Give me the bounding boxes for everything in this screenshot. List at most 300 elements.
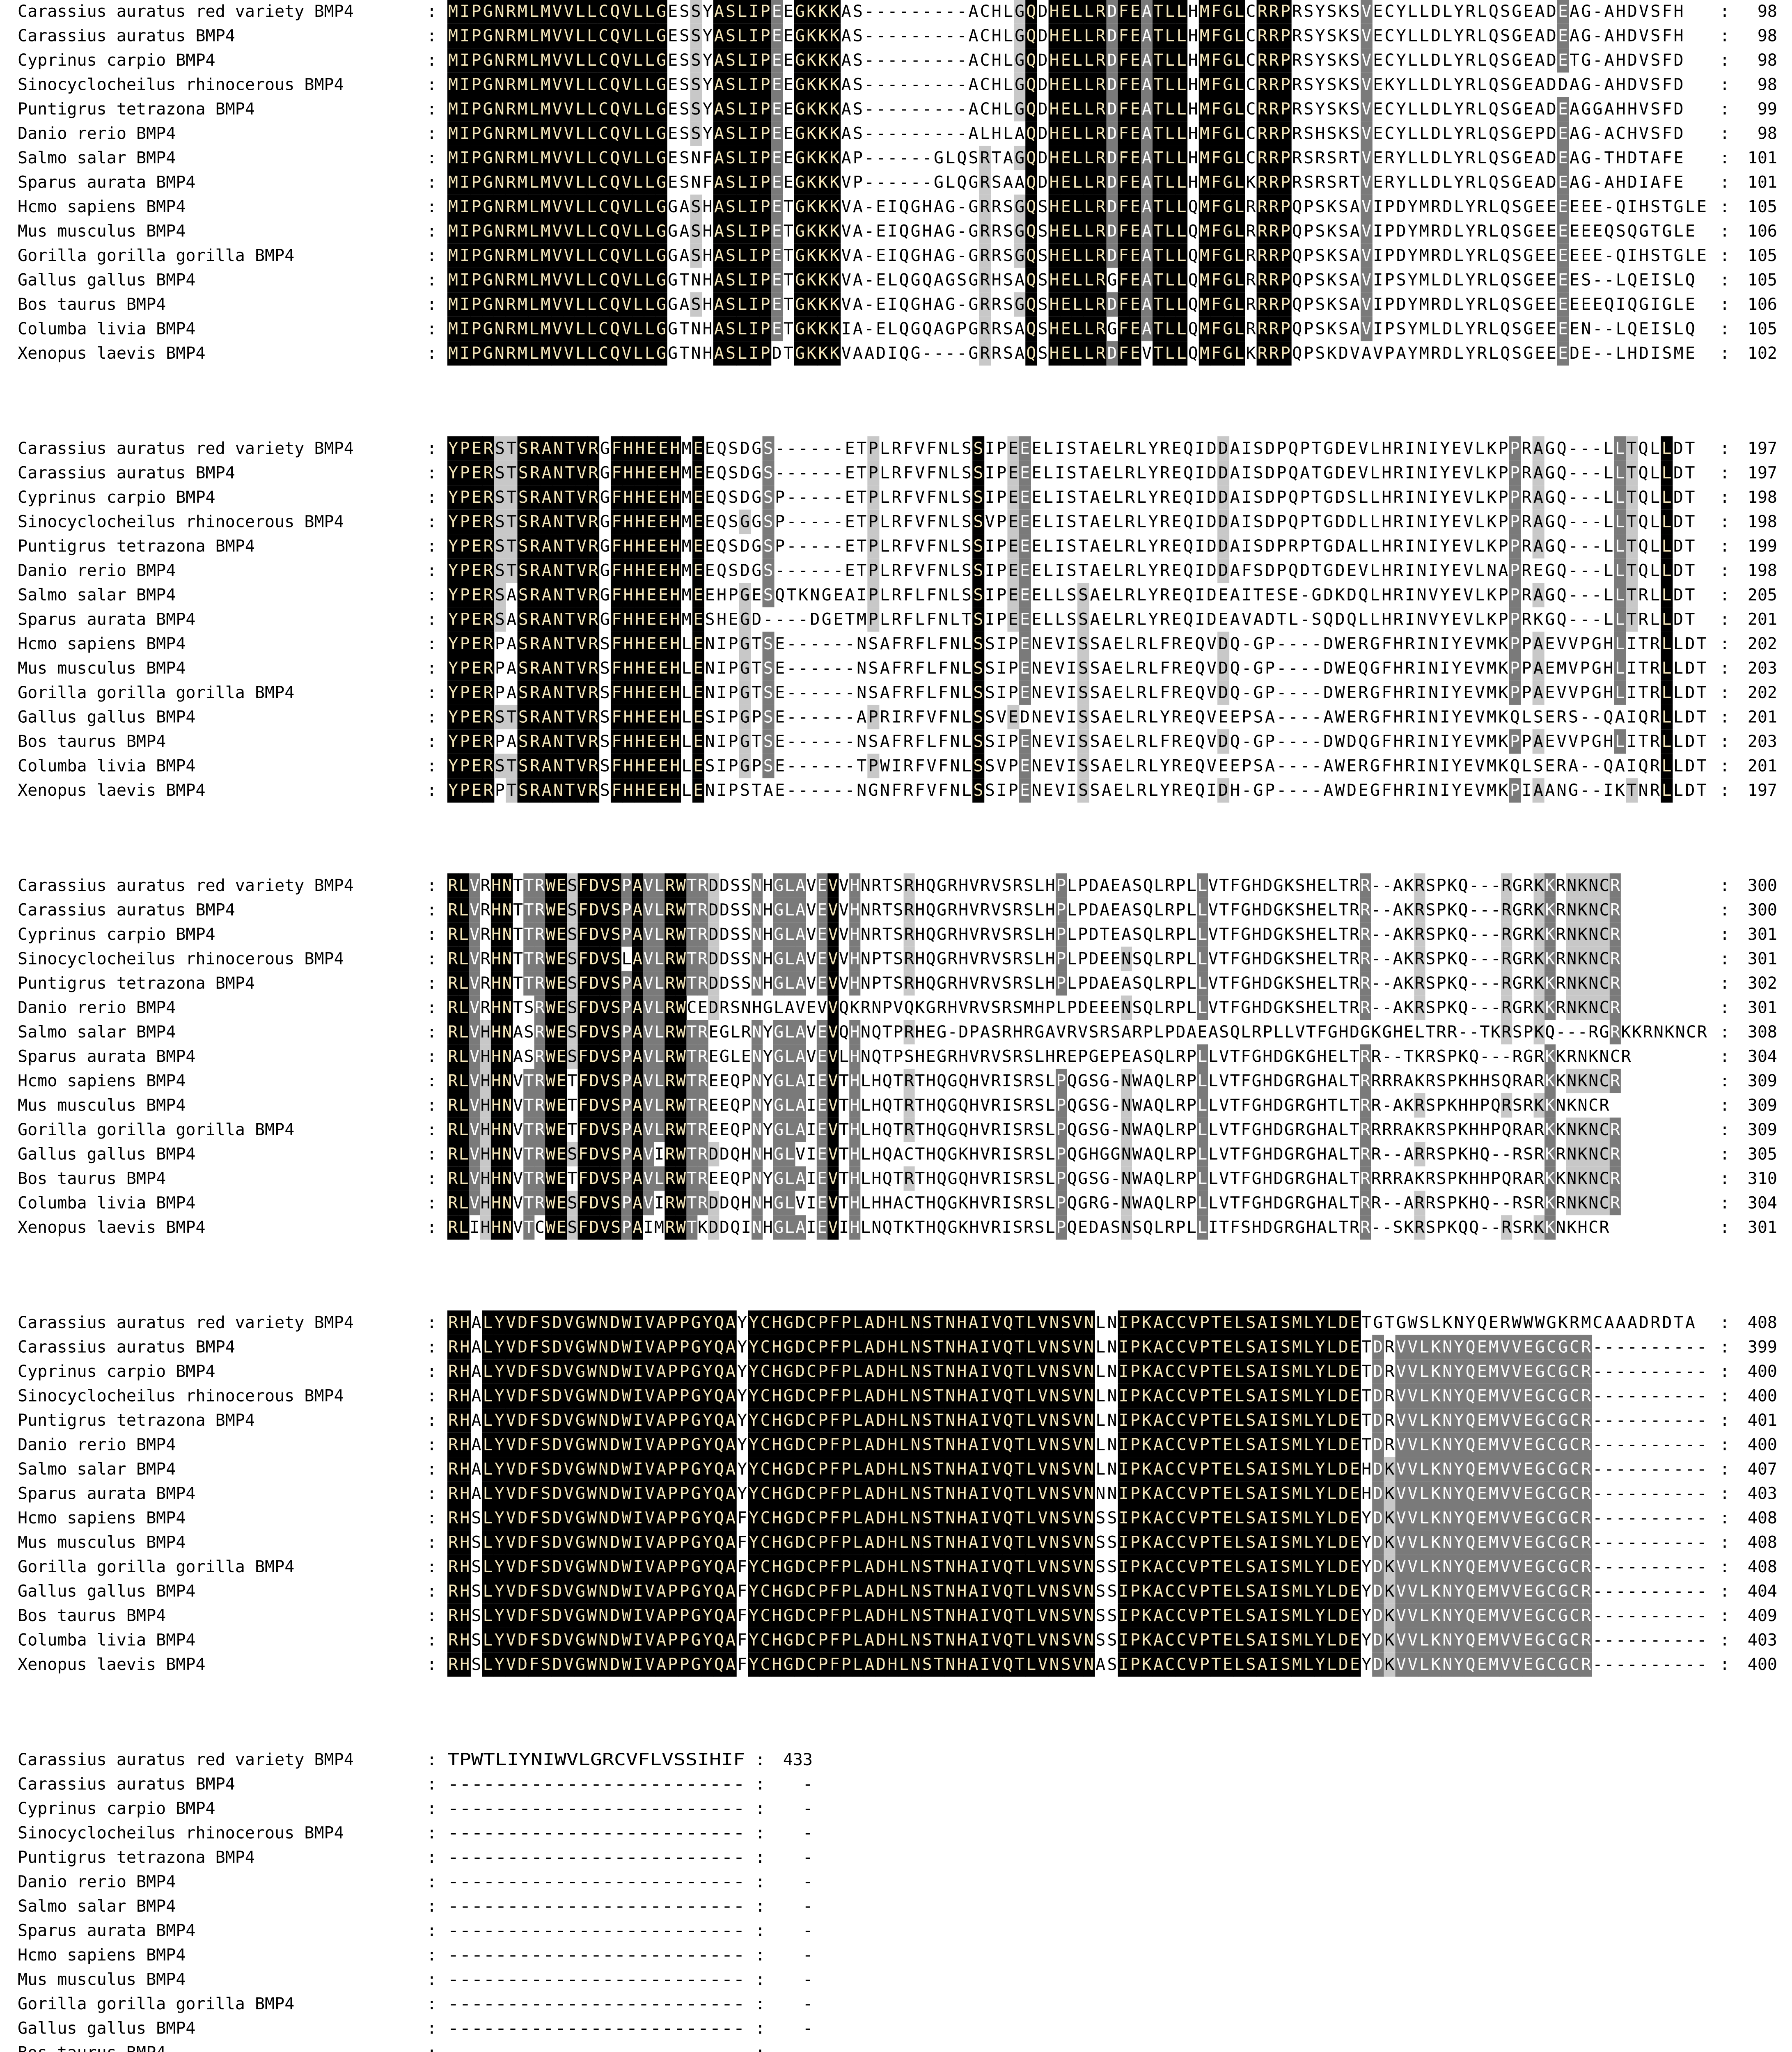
separator-colon: :	[427, 271, 437, 290]
separator-colon: :	[427, 488, 437, 507]
sequence-text	[447, 2043, 745, 2052]
species-label: Gorilla gorilla gorilla BMP4	[18, 1995, 294, 2013]
residue-count: -	[803, 1873, 813, 1892]
residue-count: 105	[1748, 246, 1777, 265]
species-label: Hcmo sapiens BMP4	[18, 1946, 186, 1965]
species-label: Puntigrus tetrazona BMP4	[18, 1848, 255, 1867]
species-label: Gallus gallus BMP4	[18, 1582, 195, 1601]
separator-colon: :	[755, 1921, 765, 1940]
residue-count: -	[803, 1775, 813, 1794]
separator-colon: :	[1720, 757, 1730, 776]
residue-count: -	[803, 2019, 813, 2038]
residue-count: 407	[1748, 1460, 1777, 1479]
separator-colon: :	[427, 1023, 437, 1042]
sequence-text: R H A L Y V D F S D V G W N D W I V A P P G Y Q A Y Y C H G D C P F P L A D H L N S T N H A I V Q T L V N S V N L N I P K A C C V P T E L S A I S M L Y L D E T D R V V L K N Y Q E M V V E G C G C R - - - - - - - - - -	[448, 1411, 1707, 1430]
sequence-text: -------------------------	[447, 1921, 745, 1940]
separator-colon: :	[427, 1655, 437, 1674]
sequence-text: M I P G N R M L M V V L L C Q V L L G E S S Y A S L I P E E G K K K A S - - - - - - - - - A C H L G Q D H E L L R D F E A T L L H M F G L C R R P R S Y S K S V E C Y L L D L Y R L Q S G E A D E T G - A H D V S F D	[448, 51, 1684, 70]
separator-colon: :	[427, 1775, 437, 1794]
residue-count: 201	[1748, 757, 1777, 776]
residue-count: -	[803, 1970, 813, 1989]
residue-count: 399	[1748, 1338, 1777, 1357]
sequence-text: M I P G N R M L M V V L L C Q V L L G G A S H A S L I P E T G K K K V A - E I Q G H A G - G R R S G Q S H E L L R D F E A T L L Q M F G L R R R P Q P S K S A V I P D Y M R D L Y R L Q S G E E E E E E Q I Q G I G L E	[448, 295, 1695, 314]
separator-colon: :	[1720, 1460, 1730, 1479]
separator-colon: :	[427, 925, 437, 944]
sequence-text: M I P G N R M L M V V L L C Q V L L G E S N F A S L I P E E G K K K V P - - - - - - G L Q G R S A A Q D H E L L R D F E A T L L H M F G L K R R P R S R S R T V E R Y L L D L Y R L Q S G E A D E A G - A H D I A F E	[448, 173, 1684, 192]
separator-colon: :	[1720, 488, 1730, 507]
separator-colon: :	[1720, 1411, 1730, 1430]
separator-colon: :	[427, 173, 437, 192]
separator-colon: :	[1720, 76, 1730, 94]
sequence-text: R H S L Y V D F S D V G W N D W I V A P P G Y Q A F Y C H G D C P F P L A D H L N S T N H A I V Q T L V N S V N S S I P K A C C V P T E L S A I S M L Y L D E Y D K V V L K N Y Q E M V V E G C G C R - - - - - - - - - -	[448, 1631, 1707, 1650]
separator-colon: :	[1720, 610, 1730, 629]
species-label: Carassius auratus BMP4	[18, 1338, 235, 1357]
residue-count: 106	[1748, 295, 1777, 314]
sequence-text: -------------------------	[447, 2019, 745, 2038]
residue-count: 310	[1748, 1169, 1777, 1188]
separator-colon: :	[427, 1970, 437, 1989]
sequence-text: RLVHHNASRWESFDVSPAVLRWTREGLENYGLAVEVLHNQTPSHEGRHVRVSRSLHREPGEPEASQLRPLLVTFGHDGKGHELTRR--TKRSPKQ---RGRKKRNKNCR	[448, 1047, 1631, 1066]
separator-colon: :	[427, 246, 437, 265]
separator-colon: :	[1720, 561, 1730, 580]
residue-count: -	[803, 1897, 813, 1916]
sequence-text: Y P E R S T S R A N T V R G F H H E E H M E E Q S D G S P - - - - - E T P L R F V F N L S S I P E E E L I S T A E L R L Y R E Q I D D A I S D P Q P T G D S L L H R I N I Y E V L K P P R A G Q - - - L L T Q L L D T	[448, 488, 1695, 507]
sequence-text: M I P G N R M L M V V L L C Q V L L G G A S H A S L I P E T G K K K V A - E I Q G H A G - G R R S G Q S H E L L R D F E A T L L Q M F G L R R R P Q P S K S A V I P D Y M R D L Y R L Q S G E E E E E E Q S Q G T G L E	[448, 222, 1695, 241]
separator-colon: :	[427, 222, 437, 241]
sequence-text: M I P G N R M L M V V L L C Q V L L G E S S Y A S L I P E E G K K K A S - - - - - - - - - A C H L G Q D H E L L R D F E A T L L H M F G L C R R P R S Y S K S V E C Y L L D L Y R L Q S G E A D E A G - A H D V S F H	[448, 27, 1684, 46]
separator-colon: :	[427, 1631, 437, 1650]
separator-colon: :	[427, 876, 437, 895]
species-label: Sparus aurata BMP4	[18, 1921, 195, 1940]
separator-colon: :	[1720, 659, 1730, 678]
species-label: Mus musculus BMP4	[18, 659, 186, 678]
sequence-text: -------------------------	[447, 1824, 745, 1843]
separator-colon: :	[427, 1218, 437, 1237]
sequence-text: M I P G N R M L M V V L L C Q V L L G E S S Y A S L I P E E G K K K A S - - - - - - - - - A C H L G Q D H E L L R D F E A T L L H M F G L C R R P R S Y S K S V E C Y L L D L Y R L Q S G E A D E A G - A H D V S F H	[448, 2, 1684, 21]
species-label: Carassius auratus red variety BMP4	[18, 1313, 354, 1332]
sequence-row	[18, 513, 1777, 531]
separator-colon: :	[1720, 1313, 1730, 1332]
separator-colon: :	[427, 1120, 437, 1139]
sequence-text: R H S L Y V D F S D V G W N D W I V A P P G Y Q A F Y C H G D C P F P L A D H L N S T N H A I V Q T L V N S V N S S I P K A C C V P T E L S A I S M L Y L D E Y D K V V L K N Y Q E M V V E G C G C R - - - - - - - - - -	[448, 1582, 1707, 1601]
species-label: Salmo salar BMP4	[18, 1460, 176, 1479]
separator-colon: :	[1720, 1655, 1730, 1674]
residue-count: 400	[1748, 1655, 1777, 1674]
residue-count: 403	[1748, 1484, 1777, 1503]
separator-colon: :	[427, 1873, 437, 1892]
sequence-text: R H S L Y V D F S D V G W N D W I V A P P G Y Q A F Y C H G D C P F P L A D H L N S T N H A I V Q T L V N S V N S S I P K A C C V P T E L S A I S M L Y L D E Y D K V V L K N Y Q E M V V E G C G C R - - - - - - - - - -	[448, 1557, 1707, 1576]
species-label: Gorilla gorilla gorilla BMP4	[18, 1557, 294, 1576]
residue-count: 401	[1748, 1411, 1777, 1430]
separator-colon: :	[427, 999, 437, 1017]
separator-colon: :	[1720, 1387, 1730, 1406]
species-label: Carassius auratus red variety BMP4	[18, 876, 354, 895]
species-label: Puntigrus tetrazona BMP4	[18, 974, 255, 993]
separator-colon: :	[1720, 1436, 1730, 1454]
separator-colon: :	[427, 1824, 437, 1843]
sequence-text: M I P G N R M L M V V L L C Q V L L G E S S Y A S L I P E E G K K K A S - - - - - - - - - A C H L G Q D H E L L R D F E A T L L H M F G L C R R P R S Y S K S V E K Y L L D L Y R L Q S G E A D D A G - A H D V S F D	[448, 76, 1684, 94]
residue-count: 301	[1748, 925, 1777, 944]
separator-colon: :	[427, 1338, 437, 1357]
residue-count: 101	[1748, 149, 1777, 167]
species-label: Cyprinus carpio BMP4	[18, 1362, 215, 1381]
species-label: Danio rerio BMP4	[18, 1873, 176, 1892]
species-label: Carassius auratus red variety BMP4	[18, 439, 354, 458]
species-label: Hcmo sapiens BMP4	[18, 634, 186, 653]
separator-colon: :	[1720, 246, 1730, 265]
sequence-row	[18, 950, 1777, 969]
residue-count: 106	[1748, 222, 1777, 241]
species-label: Puntigrus tetrazona BMP4	[18, 100, 255, 119]
species-label: Columba livia BMP4	[18, 1631, 195, 1650]
separator-colon: :	[427, 901, 437, 920]
species-label: Salmo salar BMP4	[18, 1897, 176, 1916]
separator-colon: :	[427, 1072, 437, 1090]
separator-colon: :	[427, 1047, 437, 1066]
sequence-text: Y P E R S A S R A N T V R G F H H E E H M E S H E G D - - - - D G E T M P L R F L F N L T S I P E E E L L S S A E L R L Y R E Q I D E A V A D T L - S Q D Q L L H R I N V Y E V L K P P R K G Q - - - L L T R L L D T	[448, 610, 1695, 629]
separator-colon: :	[1720, 925, 1730, 944]
sequence-text: Y P E R P A S R A N T V R S F H H E E H L E N I P G T S E - - - - - - N S A F R F L F N L S S I P E N E V I S S A E L R L F R E Q V D Q - G P - - - - D W E R G F H R I N I Y E V M K P P A E V V P G H L I T R L L D T	[448, 683, 1707, 702]
species-label: Bos taurus BMP4	[18, 1169, 166, 1188]
separator-colon: :	[1720, 1533, 1730, 1552]
sequence-text: TPWTLIYNIWVLGRCVFLVSSIHIF	[447, 1750, 745, 1769]
residue-count: 201	[1748, 708, 1777, 727]
separator-colon: :	[1720, 1631, 1730, 1650]
separator-colon: :	[427, 1411, 437, 1430]
separator-colon: :	[1720, 513, 1730, 531]
residue-count: 302	[1748, 974, 1777, 993]
species-label: Sparus aurata BMP4	[18, 1484, 195, 1503]
residue-count: 197	[1748, 439, 1777, 458]
species-label: Puntigrus tetrazona BMP4	[18, 1411, 255, 1430]
species-label: Xenopus laevis BMP4	[18, 344, 206, 363]
residue-count: 404	[1748, 1582, 1777, 1601]
species-label: Gallus gallus BMP4	[18, 708, 195, 727]
sequence-text: R H A L Y V D F S D V G W N D W I V A P P G Y Q A Y Y C H G D C P F P L A D H L N S T N H A I V Q T L V N S V N N N I P K A C C V P T E L S A I S M L Y L D E H D K V V L K N Y Q E M V V E G C G C R - - - - - - - - - -	[448, 1484, 1707, 1503]
residue-count: 408	[1748, 1533, 1777, 1552]
sequence-text: M I P G N R M L M V V L L C Q V L L G G T N H A S L I P E T G K K K I A - E L Q G Q A G P G R R S A Q S H E L L R G F E A T L L Q M F G L R R R P Q P S K S A V I P S Y M L D L Y R L Q S G E E E E N - - L Q E I S L Q	[448, 320, 1695, 339]
sequence-text: Y P E R S T S R A N T V R S F H H E E H L E S I P G P S E - - - - - - T P W I R F V F N L S S V P E N E V I S S A E L R L Y R E Q V E E P S A - - - - A W E R G F H R I N I Y E V M K Q L S E R A - - Q A I Q R L L D T	[448, 757, 1707, 776]
separator-colon: :	[1720, 876, 1730, 895]
separator-colon: :	[427, 197, 437, 216]
separator-colon: :	[427, 659, 437, 678]
separator-colon: :	[1720, 781, 1730, 800]
separator-colon: :	[755, 1946, 765, 1965]
sequence-row	[18, 876, 1777, 895]
separator-colon: :	[755, 1995, 765, 2013]
sequence-text: R H A L Y V D F S D V G W N D W I V A P P G Y Q A Y Y C H G D C P F P L A D H L N S T N H A I V Q T L V N S V N L N I P K A C C V P T E L S A I S M L Y L D E T D R V V L K N Y Q E M V V E G C G C R - - - - - - - - - -	[448, 1387, 1707, 1406]
separator-colon: :	[755, 1799, 765, 1818]
separator-colon: :	[427, 1096, 437, 1115]
species-label: Cyprinus carpio BMP4	[18, 51, 215, 70]
separator-colon: :	[427, 683, 437, 702]
separator-colon: :	[427, 1194, 437, 1213]
residue-count: 98	[1758, 124, 1777, 143]
species-label: Sinocyclocheilus rhinocerous BMP4	[18, 1387, 344, 1406]
sequence-text: Y P E R S T S R A N T V R G F H H E E H M E E Q S D G S - - - - - - E T P L R F V F N L S S I P E E E L I S T A E L R L Y R E Q I D D A F S D P Q D T G D E V L H R I N I Y E V L N A P R E G Q - - - L L T Q L L D T	[448, 561, 1695, 580]
separator-colon: :	[427, 149, 437, 167]
separator-colon: :	[755, 1775, 765, 1794]
separator-colon: :	[427, 1995, 437, 2013]
separator-colon: :	[1720, 732, 1730, 751]
separator-colon: :	[1720, 344, 1730, 363]
species-label: Xenopus laevis BMP4	[18, 781, 206, 800]
residue-count: 408	[1748, 1313, 1777, 1332]
residue-count: 201	[1748, 610, 1777, 629]
separator-colon: :	[755, 1873, 765, 1892]
residue-count: 202	[1748, 683, 1777, 702]
separator-colon: :	[755, 1848, 765, 1867]
species-label: Xenopus laevis BMP4	[18, 1218, 206, 1237]
sequence-text: M I P G N R M L M V V L L C Q V L L G G T N H A S L I P D T G K K K V A A D I Q G - - - - G R R S A Q S H E L L R D F E V T L L Q M F G L K R R P Q P S K D V A V P A Y M R D L Y R L Q S G E E E D E - - L H D I S M E	[448, 344, 1695, 363]
separator-colon: :	[1720, 1169, 1730, 1188]
separator-colon: :	[1720, 271, 1730, 290]
residue-count: 309	[1748, 1072, 1777, 1090]
species-label: Carassius auratus red variety BMP4	[18, 1750, 354, 1769]
separator-colon: :	[1720, 537, 1730, 556]
residue-count: 203	[1748, 732, 1777, 751]
separator-colon: :	[1720, 586, 1730, 605]
residue-count: 102	[1748, 344, 1777, 363]
residue-count: -	[803, 1995, 813, 2013]
separator-colon: :	[427, 1897, 437, 1916]
residue-count: 403	[1748, 1631, 1777, 1650]
sequence-text: -------------------------	[447, 1995, 745, 2013]
sequence-text: M I P G N R M L M V V L L C Q V L L G G A S H A S L I P E T G K K K V A - E I Q G H A G - G R R S G Q S H E L L R D F E A T L L Q M F G L R R R P Q P S K S A V I P D Y M R D L Y R L Q S G E E E E E E - Q I H S T G L E	[448, 197, 1707, 216]
sequence-text: RLVRHNTSRWESFDVSPAVLRWCEDRSNHGLAVEVVQKRNPVQKGRHVRVSRSMHPLPDEEENSQLRPLLVTFGHDGKSHELTRR--AKRSPKQ---RGRKKRNKNCR	[448, 999, 1620, 1017]
sequence-text: RLVRHNTTRWESFDVSLAVLRWTRDDSSNHGLAVEVVHNPTSRHQGRHVRVSRSLHPLPDEENSQLRPLLVTFGHDGKSHELTRR--AKRSPKQ---RGRKKRNKNCR	[448, 950, 1620, 969]
residue-count: 198	[1748, 513, 1777, 531]
residue-count: 433	[783, 1750, 813, 1769]
sequence-text: R H S L Y V D F S D V G W N D W I V A P P G Y Q A F Y C H G D C P F P L A D H L N S T N H A I V Q T L V N S V N A S I P K A C C V P T E L S A I S M L Y L D E Y D K V V L K N Y Q E M V V E G C G C R - - - - - - - - - -	[448, 1655, 1707, 1674]
separator-colon: :	[1720, 1145, 1730, 1164]
separator-colon: :	[427, 1799, 437, 1818]
residue-count: 199	[1748, 537, 1777, 556]
sequence-row	[18, 1120, 1777, 1139]
residue-count: 304	[1748, 1047, 1777, 1066]
residue-count: 301	[1748, 999, 1777, 1017]
separator-colon: :	[427, 1145, 437, 1164]
residue-count: 198	[1748, 488, 1777, 507]
separator-colon: :	[1720, 1047, 1730, 1066]
separator-colon: :	[427, 586, 437, 605]
species-label: Danio rerio BMP4	[18, 124, 176, 143]
sequence-text: R H A L Y V D F S D V G W N D W I V A P P G Y Q A Y Y C H G D C P F P L A D H L N S T N H A I V Q T L V N S V N L N I P K A C C V P T E L S A I S M L Y L D E T G T G W S L K N Y Q E R W W W G K R M C A A A D R D T A	[448, 1313, 1695, 1332]
sequence-text: RLVHHNVTRWESFDVSPAVIRWTRDDQHNHGLVIEVTHLHHACTHQGKHVRISRSLPQGRG-NWAQLRPLLVTFGHDGRGHALTRR--ARRSPKHQ--RSRKRNKNCR	[448, 1194, 1620, 1213]
residue-count: 203	[1748, 659, 1777, 678]
residue-count: -	[803, 1921, 813, 1940]
residue-count: 105	[1748, 271, 1777, 290]
residue-count: 98	[1758, 51, 1777, 70]
separator-colon: :	[1720, 295, 1730, 314]
species-label: Cyprinus carpio BMP4	[18, 488, 215, 507]
separator-colon: :	[1720, 1096, 1730, 1115]
species-label: Gallus gallus BMP4	[18, 2019, 195, 2038]
sequence-text: Y P E R P A S R A N T V R S F H H E E H L E N I P G T S E - - - - - - N S A F R F L F N L S S I P E N E V I S S A E L R L F R E Q V D Q - G P - - - - D W D Q G F H R I N I Y E V M K P P A E V V P G H L I T R L L D T	[448, 732, 1707, 751]
residue-count: 205	[1748, 586, 1777, 605]
sequence-text: RLVHHNVTRWETFDVSPAVLRWTREEQPNYGLAIEVTHLHQTRTHQGQHVRISRSLPQGSG-NWAQLRPLLVTFGHDGRGHALTRRRRAKRSPKHHPQRARKKNKNCR	[448, 1169, 1620, 1188]
residue-count: 98	[1758, 2, 1777, 21]
separator-colon: :	[1720, 100, 1730, 119]
separator-colon: :	[1720, 464, 1730, 483]
species-label: Carassius auratus BMP4	[18, 1775, 235, 1794]
species-label: Danio rerio BMP4	[18, 561, 176, 580]
sequence-text: -------------------------	[447, 1848, 745, 1867]
separator-colon	[427, 2043, 437, 2052]
separator-colon: :	[755, 1824, 765, 1843]
separator-colon: :	[755, 1750, 765, 1769]
residue-count: -	[803, 1799, 813, 1818]
separator-colon: :	[427, 1313, 437, 1332]
sequence-row	[18, 683, 1777, 702]
residue-count: 400	[1748, 1362, 1777, 1381]
residue-count: 409	[1748, 1606, 1777, 1625]
separator-colon: :	[427, 295, 437, 314]
species-label: Danio rerio BMP4	[18, 1436, 176, 1454]
residue-count	[803, 2043, 813, 2052]
species-label: Salmo salar BMP4	[18, 586, 176, 605]
residue-count: 300	[1748, 876, 1777, 895]
sequence-text: Y P E R S A S R A N T V R G F H H E E H M E E H P G E S Q T K N G E A I P L R F L F N L S S I P E E E L L S S A E L R L Y R E Q I D E A I T E S E - G D K D Q L H R I N V Y E V L K P P R A G Q - - - L L T R L L D T	[448, 586, 1695, 605]
sequence-text: RLIHHNVTCWESFDVSPAIMRWTKDDQINHGLAIEVIHLNQTKTHQGKHVRISRSLPQEDASNSQLRPLLITFSHDGRGHALTRR--SKRSPKQQ--RSRKKNKHCR	[448, 1218, 1609, 1237]
separator-colon: :	[1720, 1120, 1730, 1139]
separator-colon: :	[427, 1387, 437, 1406]
separator-colon: :	[1720, 1606, 1730, 1625]
residue-count: 308	[1748, 1023, 1777, 1042]
species-label: Xenopus laevis BMP4	[18, 1655, 206, 1674]
separator-colon: :	[1720, 27, 1730, 46]
residue-count: -	[803, 1946, 813, 1965]
separator-colon: :	[1720, 901, 1730, 920]
species-label: Gorilla gorilla gorilla BMP4	[18, 1120, 294, 1139]
separator-colon: :	[1720, 708, 1730, 727]
residue-count: 400	[1748, 1436, 1777, 1454]
separator-colon: :	[427, 464, 437, 483]
separator-colon: :	[427, 2, 437, 21]
sequence-text: Y P E R S T S R A N T V R G F H H E E H M E E Q S G G S P - - - - - E T P L R F V F N L S S V P E E E L I S T A E L R L Y R E Q I D D A I S D P Q P T G D D L L H R I N I Y E V L K P P R A G Q - - - L L T Q L L D T	[448, 513, 1695, 531]
residue-count: 101	[1748, 173, 1777, 192]
species-label: Hcmo sapiens BMP4	[18, 197, 186, 216]
separator-colon: :	[427, 1533, 437, 1552]
separator-colon: :	[427, 1606, 437, 1625]
separator-colon: :	[427, 781, 437, 800]
separator-colon: :	[427, 610, 437, 629]
separator-colon: :	[427, 124, 437, 143]
separator-colon: :	[427, 1460, 437, 1479]
species-label: Columba livia BMP4	[18, 320, 195, 339]
sequence-text: Y P E R P A S R A N T V R S F H H E E H L E N I P G T S E - - - - - - N S A F R F L F N L S S I P E N E V I S S A E L R L F R E Q V D Q - G P - - - - D W E R G F H R I N I Y E V M K P P A E V V P G H L I T R L L D T	[448, 634, 1707, 653]
sequence-text: RLVRHNTTRWESFDVSPAVLRWTRDDSSNHGLAVEVVHNRTSRHQGRHVRVSRSLHPLPDTEASQLRPLLVTFGHDGKSHELTRR--AKRSPKQ---RGRKKRNKNCR	[448, 925, 1620, 944]
sequence-text: -------------------------	[447, 1799, 745, 1818]
species-label: Sparus aurata BMP4	[18, 1047, 195, 1066]
sequence-text: Y P E R P T S R A N T V R S F H H E E H L E N I P S T A E - - - - - - N G N F R F V F N L S S I P E N E V I S S A E L R L Y R E Q I D H - G P - - - - A W D E G F H R I N I Y E V M K P I A A N G - - I K T N R L L D T	[448, 781, 1707, 800]
sequence-text: Y P E R S T S R A N T V R G F H H E E H M E E Q S D G S P - - - - - E T P L R F V F N L S S I P E E E L I S T A E L R L Y R E Q I D D A I S D P R P T G D A L L H R I N I Y E V L K P P R A G Q - - - L L T Q L L D T	[448, 537, 1695, 556]
separator-colon: :	[755, 1970, 765, 1989]
separator-colon: :	[427, 561, 437, 580]
separator-colon: :	[427, 1169, 437, 1188]
species-label: Bos taurus BMP4	[18, 732, 166, 751]
species-label: Gorilla gorilla gorilla BMP4	[18, 246, 294, 265]
species-label: Columba livia BMP4	[18, 1194, 195, 1213]
separator-colon: :	[1720, 1509, 1730, 1528]
sequence-text: R H A L Y V D F S D V G W N D W I V A P P G Y Q A Y Y C H G D C P F P L A D H L N S T N H A I V Q T L V N S V N L N I P K A C C V P T E L S A I S M L Y L D E H D K V V L K N Y Q E M V V E G C G C R - - - - - - - - - -	[448, 1460, 1707, 1479]
separator-colon: :	[1720, 1218, 1730, 1237]
separator-colon: :	[427, 344, 437, 363]
species-label: Sparus aurata BMP4	[18, 610, 195, 629]
sequence-text: RLVRHNTTRWESFDVSPAVLRWTRDDSSNHGLAVEVVHNRTSRHQGRHVRVSRSLHPLPDAEASQLRPLLVTFGHDGKSHELTRR--AKRSPKQ---RGRKKRNKNCR	[448, 901, 1620, 920]
sequence-text: -------------------------	[447, 1970, 745, 1989]
residue-count: 197	[1748, 464, 1777, 483]
sequence-text: RLVHHNASRWESFDVSPAVLRWTREGLRNYGLAVEVQHNQTPRHEG-DPASRHRGAVRVSRSARPLPDAEASQLRPLLVTFGHDGKGHELTRR--TKRSPKQ---RGRKKRNKNCR	[448, 1023, 1707, 1042]
residue-count: 309	[1748, 1096, 1777, 1115]
sequence-text: Y P E R P A S R A N T V R S F H H E E H L E N I P G T S E - - - - - - N S A F R F L F N L S S I P E N E V I S S A E L R L F R E Q V D Q - G P - - - - D W E Q G F H R I N I Y E V M K P P A E M V P G H L I T R L L D T	[448, 659, 1707, 678]
separator-colon: :	[427, 974, 437, 993]
separator-colon	[755, 2043, 765, 2052]
separator-colon: :	[1720, 2, 1730, 21]
sequence-text: -------------------------	[447, 1873, 745, 1892]
residue-count: 400	[1748, 1387, 1777, 1406]
separator-colon: :	[427, 732, 437, 751]
separator-colon: :	[427, 1750, 437, 1769]
residue-count: 98	[1758, 76, 1777, 94]
separator-colon: :	[427, 1921, 437, 1940]
residue-count: 305	[1748, 1145, 1777, 1164]
separator-colon: :	[1720, 950, 1730, 969]
separator-colon: :	[427, 1436, 437, 1454]
separator-colon: :	[1720, 683, 1730, 702]
sequence-text: R H S L Y V D F S D V G W N D W I V A P P G Y Q A F Y C H G D C P F P L A D H L N S T N H A I V Q T L V N S V N S S I P K A C C V P T E L S A I S M L Y L D E Y D K V V L K N Y Q E M V V E G C G C R - - - - - - - - - -	[448, 1509, 1707, 1528]
separator-colon: :	[1720, 149, 1730, 167]
residue-count: 408	[1748, 1509, 1777, 1528]
sequence-text: R H S L Y V D F S D V G W N D W I V A P P G Y Q A F Y C H G D C P F P L A D H L N S T N H A I V Q T L V N S V N S S I P K A C C V P T E L S A I S M L Y L D E Y D K V V L K N Y Q E M V V E G C G C R - - - - - - - - - -	[448, 1533, 1707, 1552]
species-label: Mus musculus BMP4	[18, 1970, 186, 1989]
sequence-row	[18, 439, 1777, 458]
species-label: Hcmo sapiens BMP4	[18, 1072, 186, 1090]
separator-colon: :	[1720, 173, 1730, 192]
sequence-text: M I P G N R M L M V V L L C Q V L L G E S N F A S L I P E E G K K K A P - - - - - - G L Q S R T A G Q D H E L L R D F E A T L L H M F G L C R R P R S R S R T V E R Y L L D L Y R L Q S G E A D E A G - T H D T A F E	[448, 149, 1684, 167]
species-label: Sparus aurata BMP4	[18, 173, 195, 192]
species-label: Sinocyclocheilus rhinocerous BMP4	[18, 1824, 344, 1843]
separator-colon: :	[755, 1897, 765, 1916]
sequence-text: RLVHHNVTRWESFDVSPAVIRWTRDDQHNHGLVIEVTHLHQACTHQGKHVRISRSLPQGHGGNWAQLRPLLVTFGHDGRGHALTRR--ARRSPKHQ--RSRKRNKNCR	[448, 1145, 1620, 1164]
sequence-text: M I P G N R M L M V V L L C Q V L L G G A S H A S L I P E T G K K K V A - E I Q G H A G - G R R S G Q S H E L L R D F E A T L L Q M F G L R R R P Q P S K S A V I P D Y M R D L Y R L Q S G E E E E E E - Q I H S T G L E	[448, 246, 1707, 265]
separator-colon: :	[427, 1509, 437, 1528]
species-label: Salmo salar BMP4	[18, 149, 176, 167]
separator-colon: :	[1720, 634, 1730, 653]
sequence-text: Y P E R S T S R A N T V R G F H H E E H M E E Q S D G S - - - - - - E T P L R F V F N L S S I P E E E L I S T A E L R L Y R E Q I D D A I S D P Q A T G D E V L H R I N I Y E V L K P P R A G Q - - - L L T Q L L D T	[448, 464, 1695, 483]
separator-colon: :	[427, 1848, 437, 1867]
separator-colon: :	[1720, 974, 1730, 993]
residue-count: 197	[1748, 781, 1777, 800]
separator-colon: :	[1720, 197, 1730, 216]
species-label: Gallus gallus BMP4	[18, 1145, 195, 1164]
separator-colon: :	[427, 757, 437, 776]
species-label: Bos taurus BMP4	[18, 1606, 166, 1625]
species-label: Salmo salar BMP4	[18, 1023, 176, 1042]
separator-colon: :	[427, 1484, 437, 1503]
species-label: Columba livia BMP4	[18, 757, 195, 776]
sequence-text: M I P G N R M L M V V L L C Q V L L G G T N H A S L I P E T G K K K V A - E L Q G Q A G S G R H S A Q S H E L L R G F E A T L L Q M F G L R R R P Q P S K S A V I P S Y M L D L Y R L Q S G E E E E S - - L Q E I S L Q	[448, 271, 1695, 290]
species-label: Mus musculus BMP4	[18, 1533, 186, 1552]
separator-colon: :	[1720, 1362, 1730, 1381]
sequence-text: -------------------------	[447, 1775, 745, 1794]
separator-colon: :	[427, 27, 437, 46]
separator-colon: :	[1720, 51, 1730, 70]
separator-colon: :	[427, 708, 437, 727]
species-label: Hcmo sapiens BMP4	[18, 1509, 186, 1528]
separator-colon: :	[755, 2019, 765, 2038]
sequence-text: R H A L Y V D F S D V G W N D W I V A P P G Y Q A Y Y C H G D C P F P L A D H L N S T N H A I V Q T L V N S V N L N I P K A C C V P T E L S A I S M L Y L D E T D R V V L K N Y Q E M V V E G C G C R - - - - - - - - - -	[448, 1338, 1707, 1357]
